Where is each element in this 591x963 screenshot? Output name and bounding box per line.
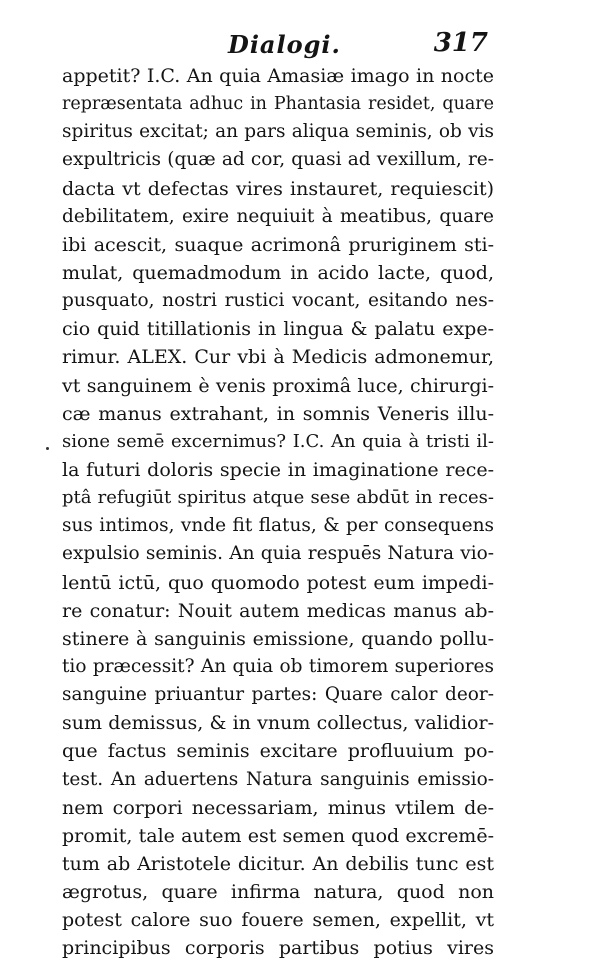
- text-line: la futuri doloris specie in imaginatione rece-: [62, 458, 494, 481]
- text-line: principibus corporis partibus potius vires: [62, 937, 494, 960]
- text-line: cio quid titillationis in lingua & palatu expe-: [62, 318, 494, 341]
- text-line: stinere à sanguinis emissione, quando pollu-: [62, 627, 494, 650]
- text-line: debilitatem, exire nequiuit à meatibus, quare: [62, 205, 494, 227]
- text-line: potest calore suo fouere semen, expellit, vt: [62, 909, 494, 932]
- text-line: cæ manus extrahant, in somnis Veneris illu-: [62, 402, 494, 425]
- margin-mark: [46, 447, 49, 450]
- text-line: expulsio seminis. An quia respuēs Natura vio-: [62, 543, 494, 565]
- text-line: mulat, quemadmodum in acido lacte, quod,: [62, 261, 494, 284]
- running-head: [62, 28, 492, 64]
- text-line: sione semē excernimus? I.C. An quia à tristi il-: [62, 430, 494, 452]
- text-line: sanguine priuantur partes: Quare calor deor-: [62, 684, 494, 706]
- text-line: nem corpori necessariam, minus vtilem de-: [62, 796, 494, 819]
- text-line: que factus seminis excitare profluuium po-: [62, 740, 494, 763]
- text-line: expultricis (quæ ad cor, quasi ad vexillum, re-: [62, 149, 494, 171]
- running-title: Dialogi.: [228, 30, 341, 59]
- text-line: ptâ refugiūt spiritus atque sese abdūt in reces-: [62, 487, 494, 509]
- text-line: rimur. ALEX. Cur vbi à Medicis admonemur,: [62, 346, 494, 369]
- text-line: sum demissus, & in vnum collectus, validior-: [62, 712, 494, 735]
- text-line: sus intimos, vnde fit flatus, & per consequens: [62, 515, 494, 537]
- text-line: dacta vt defectas vires instauret, requiescit): [62, 177, 494, 200]
- text-line: pusquato, nostri rustici vocant, esitando nes-: [62, 290, 494, 312]
- text-line: tio præcessit? An quia ob timorem superiores: [62, 655, 494, 677]
- text-line: spiritus excitat; an pars aliqua seminis, ob vis: [62, 121, 494, 143]
- page-number: 317: [433, 28, 488, 58]
- text-line: ibi acescit, suaque acrimonâ pruriginem sti-: [62, 233, 494, 256]
- text-line: tum ab Aristotele dicitur. An debilis tunc est: [62, 852, 494, 875]
- text-line: vt sanguinem è venis proximâ luce, chirurgi-: [62, 374, 494, 397]
- body-text: [62, 62, 494, 963]
- text-line: promit, tale autem est semen quod excremē-: [62, 824, 494, 847]
- text-line: appetit? I.C. An quia Amasiæ imago in nocte: [62, 65, 494, 87]
- text-line: lentū ictū, quo quomodo potest eum impedi-: [62, 571, 494, 594]
- text-line: test. An aduertens Natura sanguinis emissio-: [62, 768, 494, 790]
- text-line: re conatur: Nouit autem medicas manus ab-: [62, 599, 494, 622]
- text-line: repræsentata adhuc in Phantasia residet, quare: [62, 94, 494, 115]
- text-line: ægrotus, quare infirma natura, quod non: [62, 881, 494, 904]
